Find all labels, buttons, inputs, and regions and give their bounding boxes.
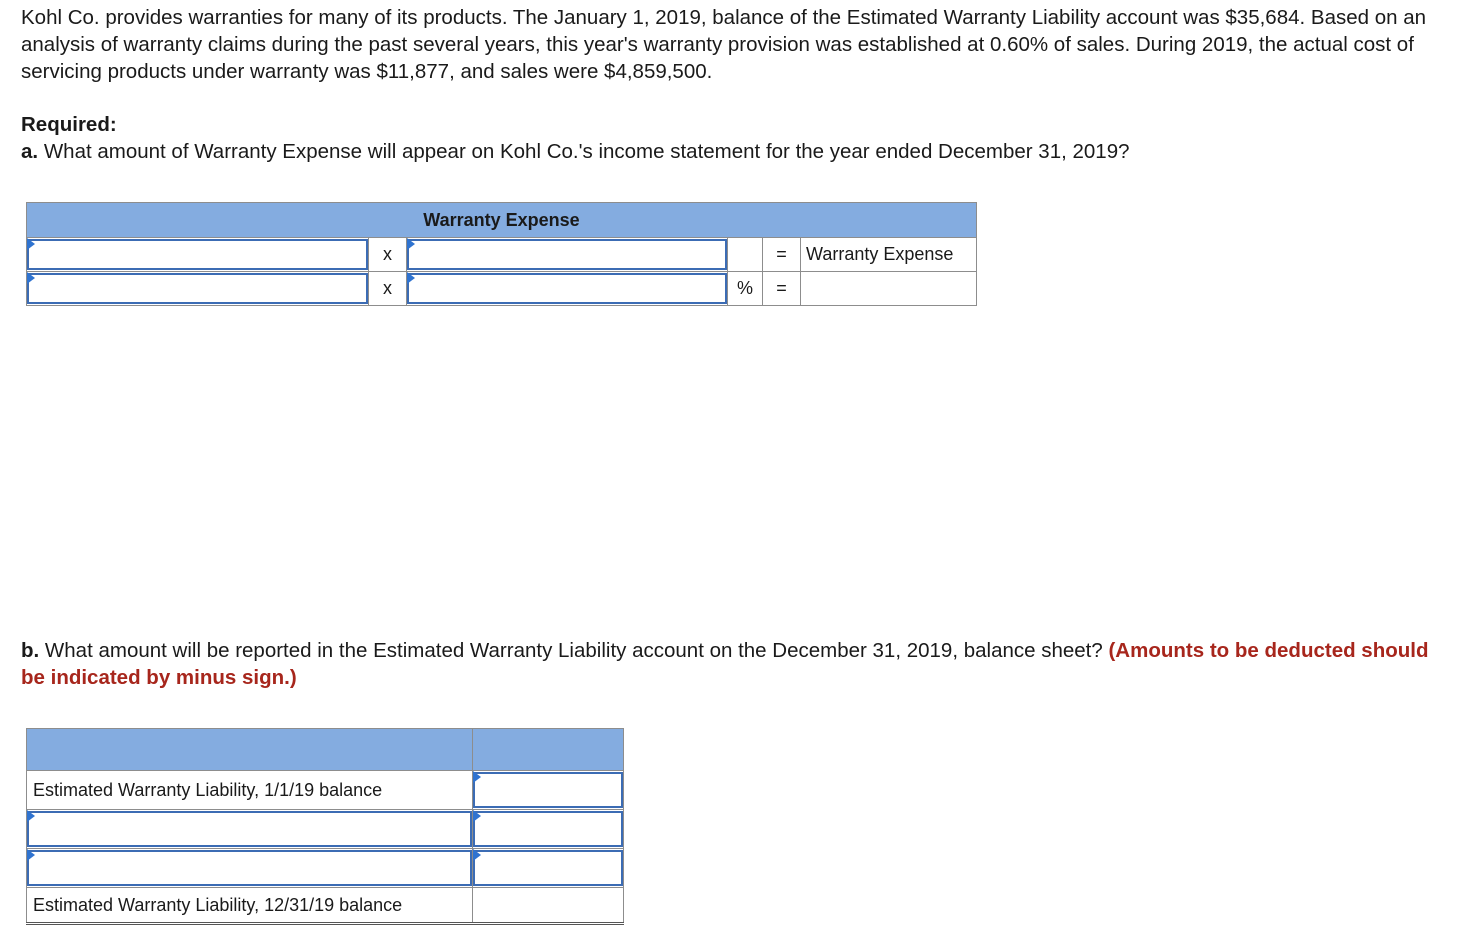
sales-amount-input[interactable] xyxy=(27,273,368,304)
warranty-expense-table xyxy=(26,202,977,306)
input-cell xyxy=(407,238,728,272)
field-marker-icon xyxy=(27,849,35,861)
multiply-operator: x xyxy=(369,272,407,306)
closing-balance-cell xyxy=(473,888,624,924)
result-cell xyxy=(801,272,977,306)
warranty-liability-table xyxy=(26,728,624,925)
multiply-operator: x xyxy=(369,238,407,272)
part-b-text: What amount will be reported in the Estimated Warranty Liability account on the December 31, 2019, balance sheet? xyxy=(44,639,1103,662)
adjustment-2-label-input[interactable] xyxy=(27,850,472,886)
percent-sign: % xyxy=(728,272,763,306)
row1-amount-input[interactable] xyxy=(27,239,368,270)
part-b-question xyxy=(21,637,1451,691)
field-marker-icon xyxy=(27,272,35,284)
equals-sign: = xyxy=(763,272,801,306)
part-a-letter: a. xyxy=(21,140,39,163)
field-marker-icon xyxy=(473,810,481,822)
table-a-header: Warranty Expense xyxy=(27,203,977,238)
input-cell xyxy=(473,810,624,849)
input-cell xyxy=(27,272,369,306)
table-b-header-label xyxy=(27,729,473,771)
field-marker-icon xyxy=(27,238,35,250)
field-marker-icon xyxy=(407,238,415,250)
closing-balance-label: Estimated Warranty Liability, 12/31/19 balance xyxy=(27,888,473,924)
empty-cell xyxy=(728,238,763,272)
provision-rate-input[interactable] xyxy=(407,273,727,304)
required-section xyxy=(21,111,1441,165)
problem-intro: Kohl Co. provides warranties for many of its products. The January 1, 2019, balance of the Estimated Warranty Liability account was $35,684. Based on an analysis of warranty claims during the past several years, this year's warranty provision was established at 0.60% of sales. During 2019, the actual cost of servicing products under warranty was $11,877, and sales were $4,859,500. xyxy=(21,6,1427,83)
row1-rate-input[interactable] xyxy=(407,239,727,270)
input-cell xyxy=(27,810,473,849)
part-a-question: What amount of Warranty Expense will appear on Kohl Co.'s income statement for the year ended December 31, 2019? xyxy=(43,140,1130,163)
adjustment-2-amount-input[interactable] xyxy=(473,850,623,886)
table-row xyxy=(27,238,977,272)
opening-balance-label: Estimated Warranty Liability, 1/1/19 balance xyxy=(27,771,473,810)
field-marker-icon xyxy=(27,810,35,822)
opening-balance-input[interactable] xyxy=(473,772,623,808)
equals-sign: = xyxy=(763,238,801,272)
table-b-header-amount xyxy=(473,729,624,771)
input-cell xyxy=(27,238,369,272)
input-cell xyxy=(407,272,728,306)
table-row xyxy=(27,849,624,888)
field-marker-icon xyxy=(473,771,481,783)
result-label: Warranty Expense xyxy=(801,238,977,272)
adjustment-1-amount-input[interactable] xyxy=(473,811,623,847)
input-cell xyxy=(27,849,473,888)
field-marker-icon xyxy=(407,272,415,284)
table-row xyxy=(27,771,624,810)
input-cell xyxy=(473,771,624,810)
adjustment-1-label-input[interactable] xyxy=(27,811,472,847)
part-b-letter: b. xyxy=(21,639,40,662)
part-b-note: (Amounts to be deducted should be indicated by minus sign.) xyxy=(21,639,1429,689)
table-row xyxy=(27,888,624,924)
table-row xyxy=(27,810,624,849)
input-cell xyxy=(473,849,624,888)
table-row xyxy=(27,272,977,306)
field-marker-icon xyxy=(473,849,481,861)
required-label: Required: xyxy=(21,113,117,136)
